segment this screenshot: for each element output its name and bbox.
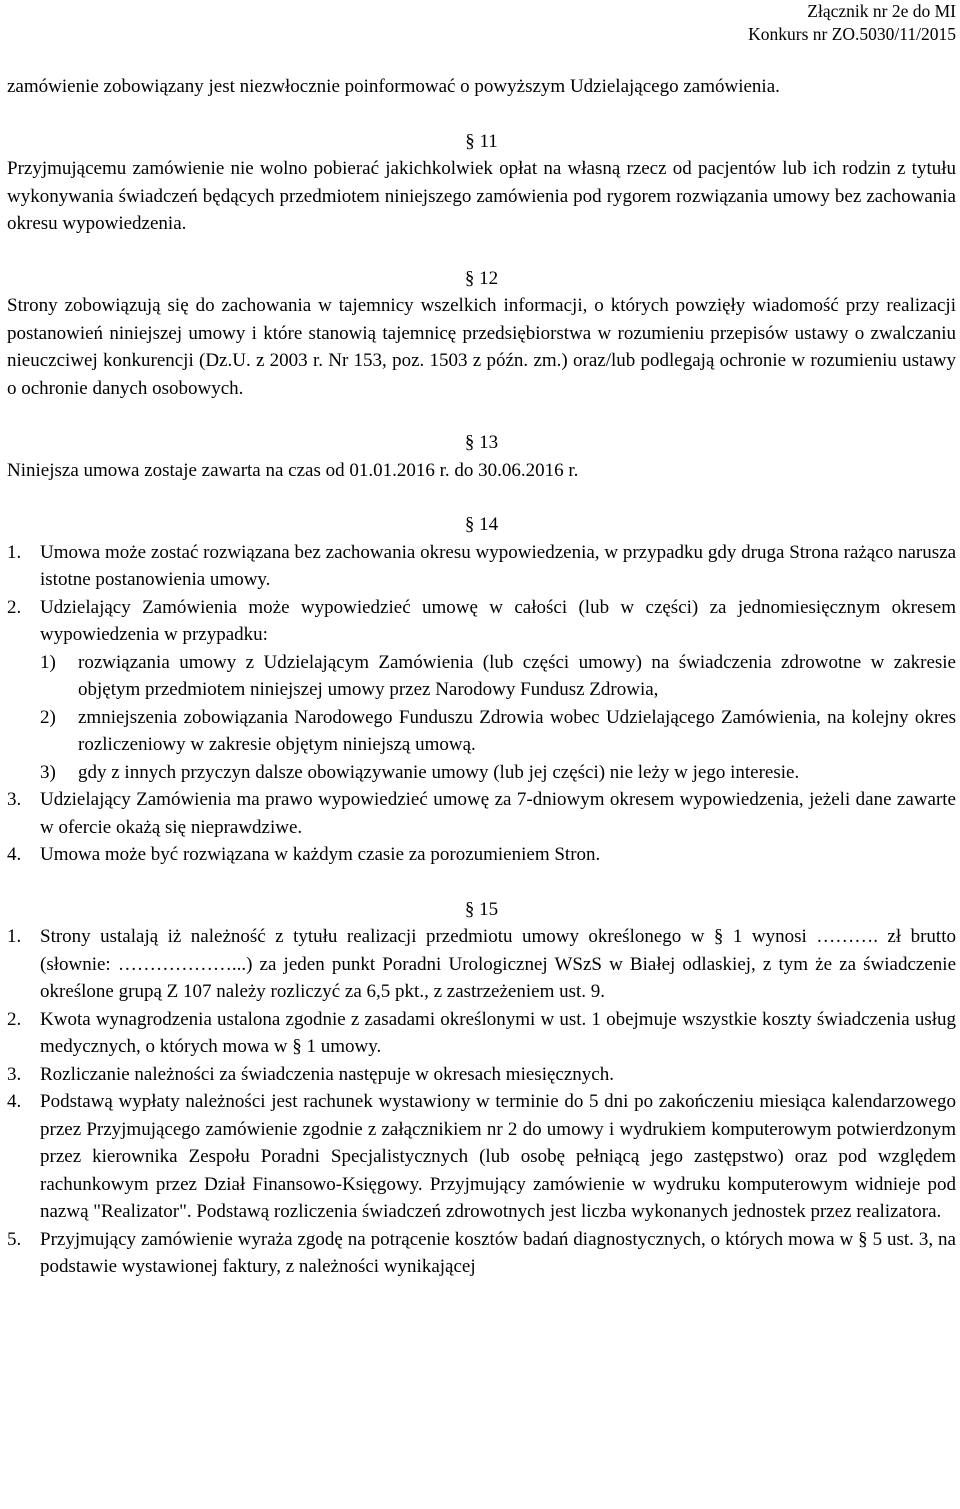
attachment-label: Złącznik nr 2e do MI xyxy=(807,1,956,21)
section-heading-12: § 12 xyxy=(464,267,499,289)
sub-list-item-text: zmniejszenia zobowiązania Narodowego Funduszu Zdrowia wobec Udzielającego Zamówienia, na kolejny okres rozliczeniowy w zakresie objętym niniejszą umową. xyxy=(78,706,956,755)
competition-number: Konkurs nr ZO.5030/11/2015 xyxy=(748,24,956,44)
list-item-text: Umowa może być rozwiązana w każdym czasie za porozumieniem Stron. xyxy=(40,844,601,865)
list-item-text: Kwota wynagrodzenia ustalona zgodnie z zasadami określonymi w ust. 1 obejmuje wszystkie koszty świadczenia usług medycznych, o których mowa w § 1 umowy. xyxy=(40,1008,956,1057)
section-13-text: Niniejsza umowa zostaje zawarta na czas od 01.01.2016 r. do 30.06.2016 r. xyxy=(7,459,579,481)
continuation-paragraph: zamówienie zobowiązany jest niezwłocznie poinformować o powyższym Udzielającego zamówienia. xyxy=(7,76,780,97)
sub-list-item-text: gdy z innych przyczyn dalsze obowiązywanie umowy (lub jej części) nie leży w jego interesie. xyxy=(78,761,800,783)
list-item xyxy=(7,1061,956,1089)
list-item-text: Strony ustalają iż należność z tytułu realizacji przedmiotu umowy określonego w § 1 wynosi ………. zł brutto (słownie: ………………...) za jeden punkt Poradni Urologicznej WSzS w Białej odlaskiej, z tym że za świadczenie określone grupą Z 107 należy rozliczyć za 6,5 pkt., z zastrzeżeniem ust. 9. xyxy=(40,926,956,1002)
list-item-text: Udzielający Zamówienia może wypowiedzieć umowę w całości (lub w części) za jednomiesięcznym okresem wypowiedzenia w przypadku: xyxy=(40,596,956,645)
sub-list-item xyxy=(7,759,956,787)
list-item-text: Umowa może zostać rozwiązana bez zachowania okresu wypowiedzenia, w przypadku gdy druga Strona rażąco narusza istotne postanowienia umowy. xyxy=(40,541,956,590)
list-item-text: Udzielający Zamówienia ma prawo wypowiedzieć umowę za 7-dniowym okresem wypowiedzenia, jeżeli dane zawarte w ofercie okażą się nieprawdziwe. xyxy=(40,789,956,838)
list-item-text: Przyjmujący zamówienie wyraża zgodę na potrącenie kosztów badań diagnostycznych, o których mowa w § 5 ust. 3, na podstawie wystawionej faktury, z należności wynikającej xyxy=(40,1228,956,1277)
list-item-number: 3. xyxy=(7,789,22,810)
list-item-number: 4. xyxy=(7,1091,22,1112)
sub-list-item-number: 3) xyxy=(40,761,56,783)
section-heading-11: § 11 xyxy=(465,130,498,152)
list-item-number: 1. xyxy=(7,926,22,947)
list-item-number: 5. xyxy=(7,1228,22,1250)
sub-list-item-text: rozwiązania umowy z Udzielającym Zamówienia (lub części umowy) na świadczenia zdrowotne w zakresie objętym przedmiotem niniejszej umowy przez Narodowy Fundusz Zdrowia, xyxy=(78,651,956,700)
list-item-number: 4. xyxy=(7,844,22,865)
list-item xyxy=(7,539,956,594)
list-item xyxy=(7,594,956,649)
list-item-number: 1. xyxy=(7,541,22,563)
list-item-text: Podstawą wypłaty należności jest rachunek wystawiony w terminie do 5 dni po zakończeniu miesiąca kalendarzowego przez Przyjmującego zamówienie zgodnie z załącznikiem nr 2 do umowy i wydrukiem komputerowym potwierdzonym przez kierownika Zespołu Poradni Specjalistycznych (lub osobę pełniącą jego zastępstwo) oraz pod względem rachunkowym przez Dział Finansowo-Księgowy. Przyjmujący zamówienie w wydruku komputerowym widnieje pod nazwą "Realizator". Podstawą rozliczenia świadczeń zdrowotnych jest liczba wykonanych jednostek przez realizatora. xyxy=(40,1091,956,1222)
section-11-text: Przyjmującemu zamówienie nie wolno pobierać jakichkolwiek opłat na własną rzecz od pacjentów lub ich rodzin z tytułu wykonywania świadczeń będących przedmiotem niniejszego zamówienia pod rygorem rozwiązania umowy bez zachowania okresu wypowiedzenia. xyxy=(7,158,956,234)
list-item-text: Rozliczanie należności za świadczenia następuje w okresach miesięcznych. xyxy=(40,1063,614,1085)
sub-list-item xyxy=(7,649,956,704)
list-item-number: 2. xyxy=(7,596,22,618)
section-heading-13: § 13 xyxy=(464,432,499,453)
sub-list-item-number: 2) xyxy=(40,706,56,728)
list-item xyxy=(7,1226,956,1281)
list-item xyxy=(7,786,956,841)
list-item xyxy=(7,1006,956,1061)
section-12-text: Strony zobowiązują się do zachowania w tajemnicy wszelkich informacji, o których powzięły wiadomość przy realizacji postanowień niniejszej umowy i które stanowią tajemnicę przedsiębiorstwa w rozumieniu przepisów ustawy o zwalczaniu nieuczciwej konkurencji (Dz.U. z 2003 r. Nr 153, poz. 1503 z późn. zm.) oraz/lub podlegają ochronie w rozumieniu ustawy o ochronie danych osobowych. xyxy=(7,295,956,399)
list-item xyxy=(7,841,956,869)
list-item xyxy=(7,923,956,1006)
list-item xyxy=(7,1088,956,1226)
document-body xyxy=(7,73,956,1281)
section-heading-14: § 14 xyxy=(464,514,499,535)
list-item-number: 3. xyxy=(7,1063,22,1085)
sub-list-item-number: 1) xyxy=(40,651,56,673)
sub-list-item xyxy=(7,704,956,759)
section-heading-15: § 15 xyxy=(464,898,499,920)
document-header xyxy=(748,0,956,46)
list-item-number: 2. xyxy=(7,1008,22,1030)
